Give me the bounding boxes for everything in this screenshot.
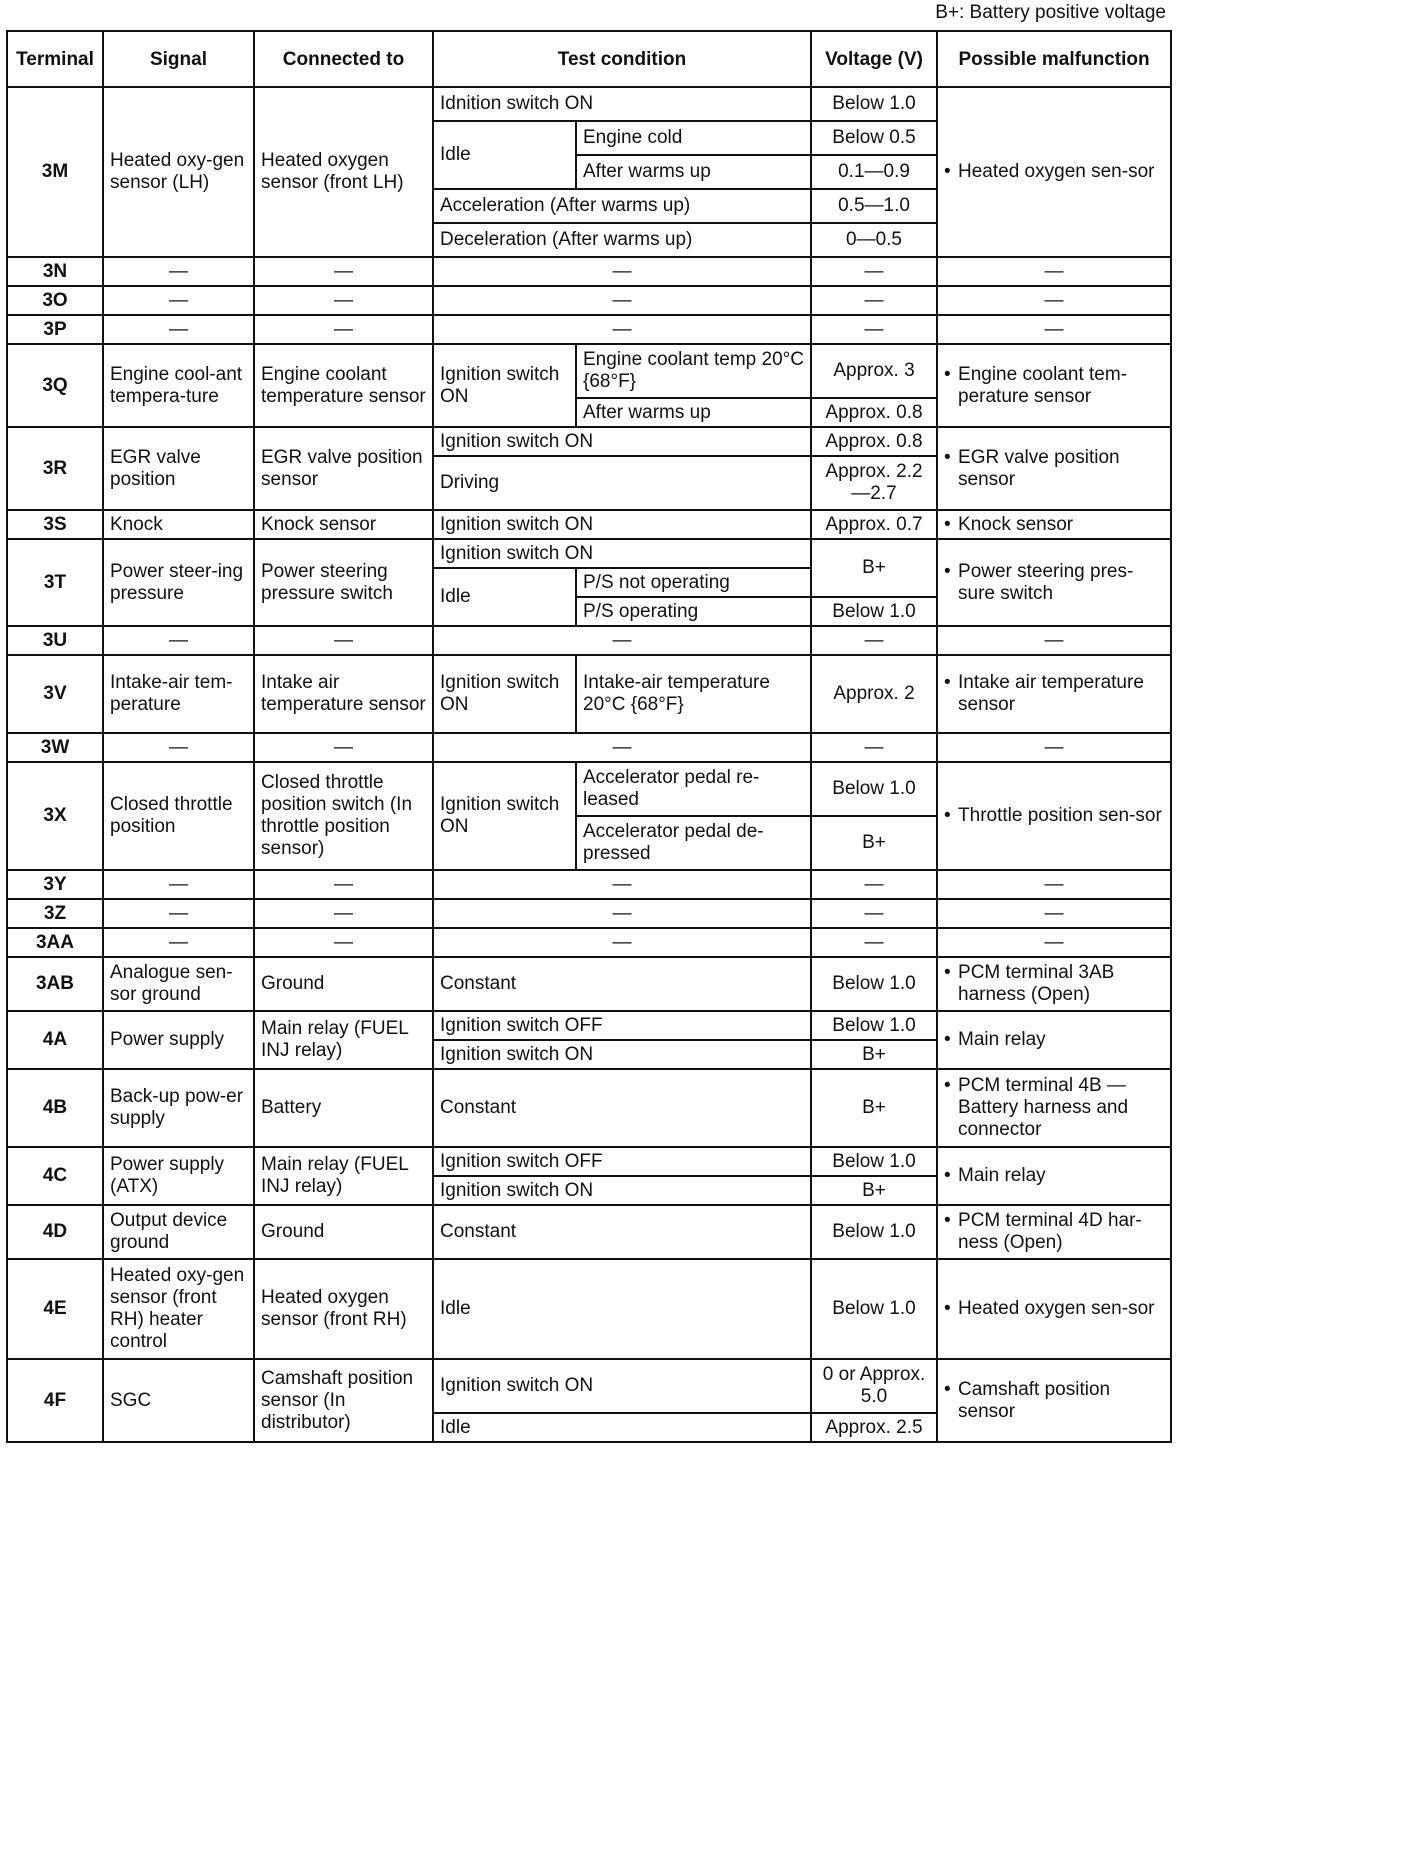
- voltage-cell: —: [811, 257, 937, 286]
- voltage-cell: B+: [811, 1069, 937, 1147]
- condition-cell: —: [433, 928, 811, 957]
- connected-cell: Ground: [254, 957, 433, 1011]
- sub-condition-cell: P/S operating: [576, 597, 811, 626]
- connected-cell: Battery: [254, 1069, 433, 1147]
- signal-cell: —: [103, 286, 254, 315]
- table-row: [7, 626, 1171, 655]
- voltage-cell: Below 1.0: [811, 1011, 937, 1040]
- malfunction-text: • Engine coolant tem-perature sensor: [944, 364, 1164, 408]
- connected-cell: Power steering pressure switch: [254, 539, 433, 626]
- signal-cell: Power supply (ATX): [103, 1147, 254, 1205]
- header-signal: Signal: [103, 31, 254, 87]
- condition-cell: Idle: [433, 121, 576, 189]
- sub-condition-cell: Intake-air temperature 20°C {68°F}: [576, 655, 811, 733]
- malfunction-text: • Heated oxygen sen-sor: [944, 1298, 1164, 1320]
- malfunction-cell: [937, 1069, 1171, 1147]
- voltage-cell: Below 1.0: [811, 957, 937, 1011]
- voltage-cell: Approx. 0.8: [811, 427, 937, 456]
- terminal-cell: 4D: [7, 1205, 103, 1259]
- malfunction-cell: [937, 957, 1171, 1011]
- table-row: [7, 762, 1171, 816]
- connected-cell: Heated oxygen sensor (front RH): [254, 1259, 433, 1359]
- condition-cell: Deceleration (After warms up): [433, 223, 811, 257]
- malfunction-cell: [937, 427, 1171, 510]
- condition-cell: —: [433, 899, 811, 928]
- voltage-cell: —: [811, 626, 937, 655]
- battery-voltage-note: B+: Battery positive voltage: [935, 2, 1166, 23]
- voltage-cell: B+: [811, 539, 937, 597]
- voltage-cell: B+: [811, 816, 937, 870]
- malfunction-cell: —: [937, 870, 1171, 899]
- signal-cell: —: [103, 257, 254, 286]
- table-row: [7, 1011, 1171, 1040]
- table-row: [7, 539, 1171, 568]
- signal-cell: —: [103, 870, 254, 899]
- malfunction-text: • PCM terminal 4D har-ness (Open): [944, 1210, 1164, 1254]
- connected-cell: Ground: [254, 1205, 433, 1259]
- voltage-cell: —: [811, 733, 937, 762]
- condition-cell: Ignition switch ON: [433, 655, 576, 733]
- connected-cell: —: [254, 928, 433, 957]
- terminal-cell: 3AA: [7, 928, 103, 957]
- table-row: [7, 510, 1171, 539]
- voltage-cell: Below 1.0: [811, 87, 937, 121]
- terminal-cell: 3M: [7, 87, 103, 257]
- malfunction-cell: [937, 87, 1171, 257]
- terminal-cell: 3N: [7, 257, 103, 286]
- malfunction-text: • Throttle position sen-sor: [944, 805, 1164, 827]
- connected-cell: EGR valve position sensor: [254, 427, 433, 510]
- condition-cell: Ignition switch ON: [433, 344, 576, 427]
- signal-cell: Back-up pow-er supply: [103, 1069, 254, 1147]
- signal-cell: Heated oxy-gen sensor (front RH) heater control: [103, 1259, 254, 1359]
- condition-cell: Ignition switch OFF: [433, 1147, 811, 1176]
- condition-cell: Idnition switch ON: [433, 87, 811, 121]
- malfunction-text: • Intake air temperature sensor: [944, 672, 1164, 716]
- sub-condition-cell: P/S not operating: [576, 568, 811, 597]
- voltage-cell: Below 1.0: [811, 1147, 937, 1176]
- connected-cell: —: [254, 257, 433, 286]
- malfunction-text: • Camshaft position sensor: [944, 1379, 1164, 1423]
- terminal-cell: 4C: [7, 1147, 103, 1205]
- voltage-cell: B+: [811, 1176, 937, 1205]
- sub-condition-cell: Engine cold: [576, 121, 811, 155]
- table-row: [7, 1259, 1171, 1359]
- voltage-cell: Approx. 3: [811, 344, 937, 398]
- voltage-cell: 0 or Approx. 5.0: [811, 1359, 937, 1413]
- signal-cell: Analogue sen-sor ground: [103, 957, 254, 1011]
- condition-cell: Idle: [433, 568, 576, 626]
- terminal-cell: 3AB: [7, 957, 103, 1011]
- terminal-cell: 3O: [7, 286, 103, 315]
- condition-cell: Driving: [433, 456, 811, 510]
- connected-cell: Intake air temperature sensor: [254, 655, 433, 733]
- terminal-cell: 3Y: [7, 870, 103, 899]
- signal-cell: —: [103, 315, 254, 344]
- malfunction-text: • Main relay: [944, 1029, 1164, 1051]
- connected-cell: Heated oxygen sensor (front LH): [254, 87, 433, 257]
- sub-condition-cell: After warms up: [576, 155, 811, 189]
- voltage-cell: Approx. 2: [811, 655, 937, 733]
- malfunction-text: • Power steering pres-sure switch: [944, 561, 1164, 605]
- malfunction-text: • Heated oxygen sen-sor: [944, 161, 1164, 183]
- signal-cell: Power supply: [103, 1011, 254, 1069]
- condition-cell: Constant: [433, 957, 811, 1011]
- malfunction-cell: —: [937, 626, 1171, 655]
- condition-cell: —: [433, 733, 811, 762]
- terminal-cell: 3X: [7, 762, 103, 870]
- condition-cell: —: [433, 315, 811, 344]
- terminal-cell: 3Z: [7, 899, 103, 928]
- malfunction-cell: [937, 1147, 1171, 1205]
- voltage-cell: —: [811, 286, 937, 315]
- signal-cell: SGC: [103, 1359, 254, 1442]
- voltage-cell: Below 1.0: [811, 1205, 937, 1259]
- table-row: [7, 344, 1171, 398]
- voltage-cell: Approx. 2.2—2.7: [811, 456, 937, 510]
- voltage-cell: —: [811, 899, 937, 928]
- malfunction-cell: [937, 1011, 1171, 1069]
- condition-cell: Ignition switch ON: [433, 1176, 811, 1205]
- table-row: [7, 1205, 1171, 1259]
- voltage-cell: 0.5—1.0: [811, 189, 937, 223]
- signal-cell: —: [103, 626, 254, 655]
- connected-cell: —: [254, 870, 433, 899]
- header-connected-to: Connected to: [254, 31, 433, 87]
- malfunction-cell: —: [937, 257, 1171, 286]
- voltage-cell: B+: [811, 1040, 937, 1069]
- condition-cell: Ignition switch OFF: [433, 1011, 811, 1040]
- header-malfunction: Possible malfunction: [937, 31, 1171, 87]
- condition-cell: Ignition switch ON: [433, 539, 811, 568]
- condition-cell: Acceleration (After warms up): [433, 189, 811, 223]
- terminal-cell: 3V: [7, 655, 103, 733]
- table-row: [7, 928, 1171, 957]
- malfunction-cell: [937, 510, 1171, 539]
- voltage-cell: —: [811, 315, 937, 344]
- connected-cell: —: [254, 315, 433, 344]
- terminal-cell: 4F: [7, 1359, 103, 1442]
- condition-cell: —: [433, 626, 811, 655]
- connected-cell: —: [254, 899, 433, 928]
- condition-cell: —: [433, 257, 811, 286]
- table-row: [7, 286, 1171, 315]
- terminal-cell: 3P: [7, 315, 103, 344]
- malfunction-cell: [937, 1259, 1171, 1359]
- condition-cell: Ignition switch ON: [433, 510, 811, 539]
- header-voltage: Voltage (V): [811, 31, 937, 87]
- voltage-cell: —: [811, 928, 937, 957]
- connected-cell: Main relay (FUEL INJ relay): [254, 1011, 433, 1069]
- condition-cell: Idle: [433, 1259, 811, 1359]
- table-row: [7, 1147, 1171, 1176]
- header-test-condition: Test condition: [433, 31, 811, 87]
- sub-condition-cell: Engine coolant temp 20°C {68°F}: [576, 344, 811, 398]
- voltage-cell: Approx. 0.8: [811, 398, 937, 427]
- terminal-cell: 3Q: [7, 344, 103, 427]
- connected-cell: —: [254, 626, 433, 655]
- malfunction-text: • PCM terminal 4B — Battery harness and connector: [944, 1075, 1164, 1141]
- table-row: [7, 655, 1171, 733]
- header-row: [7, 31, 1171, 87]
- table-row: [7, 1359, 1171, 1413]
- table-row: [7, 257, 1171, 286]
- voltage-cell: Below 1.0: [811, 597, 937, 626]
- connected-cell: —: [254, 733, 433, 762]
- terminal-cell: 3W: [7, 733, 103, 762]
- signal-cell: —: [103, 928, 254, 957]
- malfunction-text: • Knock sensor: [944, 514, 1164, 536]
- malfunction-text: • EGR valve position sensor: [944, 447, 1164, 491]
- table-row: [7, 1069, 1171, 1147]
- sub-condition-cell: After warms up: [576, 398, 811, 427]
- condition-cell: —: [433, 286, 811, 315]
- table-row: [7, 957, 1171, 1011]
- sub-condition-cell: Accelerator pedal de-pressed: [576, 816, 811, 870]
- table-row: [7, 315, 1171, 344]
- signal-cell: Output device ground: [103, 1205, 254, 1259]
- voltage-cell: Below 0.5: [811, 121, 937, 155]
- malfunction-cell: —: [937, 733, 1171, 762]
- condition-cell: Idle: [433, 1413, 811, 1442]
- table-row: [7, 87, 1171, 121]
- connected-cell: Closed throttle position switch (In throttle position sensor): [254, 762, 433, 870]
- sub-condition-cell: Accelerator pedal re-leased: [576, 762, 811, 816]
- voltage-cell: Approx. 2.5: [811, 1413, 937, 1442]
- condition-cell: —: [433, 870, 811, 899]
- malfunction-cell: —: [937, 899, 1171, 928]
- condition-cell: Ignition switch ON: [433, 1359, 811, 1413]
- connected-cell: Knock sensor: [254, 510, 433, 539]
- signal-cell: EGR valve position: [103, 427, 254, 510]
- terminal-cell: 4A: [7, 1011, 103, 1069]
- terminal-cell: 4B: [7, 1069, 103, 1147]
- signal-cell: —: [103, 733, 254, 762]
- pcm-terminal-table: [6, 30, 1172, 1443]
- table-row: [7, 733, 1171, 762]
- terminal-cell: 3R: [7, 427, 103, 510]
- condition-cell: Constant: [433, 1069, 811, 1147]
- terminal-cell: 3T: [7, 539, 103, 626]
- signal-cell: Intake-air tem-perature: [103, 655, 254, 733]
- condition-cell: Ignition switch ON: [433, 1040, 811, 1069]
- voltage-cell: 0—0.5: [811, 223, 937, 257]
- terminal-cell: 3U: [7, 626, 103, 655]
- signal-cell: Knock: [103, 510, 254, 539]
- terminal-cell: 3S: [7, 510, 103, 539]
- connected-cell: Camshaft position sensor (In distributor): [254, 1359, 433, 1442]
- voltage-cell: —: [811, 870, 937, 899]
- malfunction-text: • PCM terminal 3AB harness (Open): [944, 962, 1164, 1006]
- table-row: [7, 899, 1171, 928]
- signal-cell: Heated oxy-gen sensor (LH): [103, 87, 254, 257]
- connected-cell: Main relay (FUEL INJ relay): [254, 1147, 433, 1205]
- header-terminal: Terminal: [7, 31, 103, 87]
- condition-cell: Ignition switch ON: [433, 427, 811, 456]
- malfunction-text: • Main relay: [944, 1165, 1164, 1187]
- malfunction-cell: [937, 344, 1171, 427]
- voltage-cell: 0.1—0.9: [811, 155, 937, 189]
- malfunction-cell: —: [937, 286, 1171, 315]
- malfunction-cell: [937, 1359, 1171, 1442]
- condition-cell: Ignition switch ON: [433, 762, 576, 870]
- malfunction-cell: —: [937, 315, 1171, 344]
- malfunction-cell: [937, 655, 1171, 733]
- signal-cell: Closed throttle position: [103, 762, 254, 870]
- condition-cell: Constant: [433, 1205, 811, 1259]
- signal-cell: Engine cool-ant tempera-ture: [103, 344, 254, 427]
- voltage-cell: Below 1.0: [811, 1259, 937, 1359]
- malfunction-cell: —: [937, 928, 1171, 957]
- connected-cell: Engine coolant temperature sensor: [254, 344, 433, 427]
- connected-cell: —: [254, 286, 433, 315]
- terminal-cell: 4E: [7, 1259, 103, 1359]
- signal-cell: Power steer-ing pressure: [103, 539, 254, 626]
- malfunction-cell: [937, 539, 1171, 626]
- table-row: [7, 427, 1171, 456]
- malfunction-cell: [937, 762, 1171, 870]
- table-row: [7, 870, 1171, 899]
- malfunction-cell: [937, 1205, 1171, 1259]
- signal-cell: —: [103, 899, 254, 928]
- voltage-cell: Approx. 0.7: [811, 510, 937, 539]
- voltage-cell: Below 1.0: [811, 762, 937, 816]
